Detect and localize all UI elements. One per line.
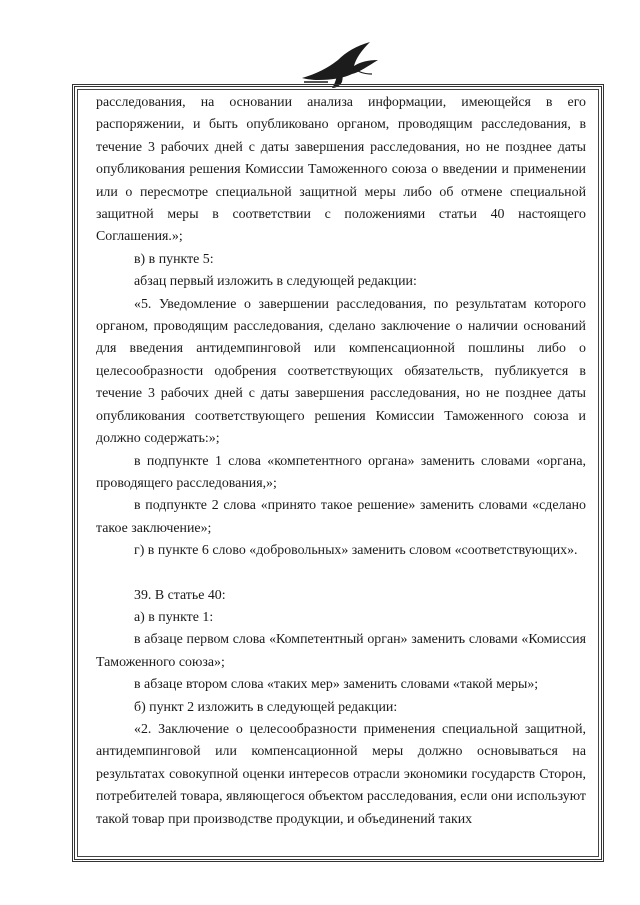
paragraph-p10: в абзаце первом слова «Компетентный орган» заменить словами «Комиссия Таможенного союза»;: [96, 632, 586, 670]
paragraph-p5: в подпункте 1 слова «компетентного органа» заменить словами «органа, проводящего расследования,»;: [96, 453, 586, 491]
paragraph-p7: г) в пункте 6 слово «добровольных» заменить словом «соответствующих».: [134, 543, 578, 559]
paragraph-p4: «5. Уведомление о завершении расследования, по результатам которого органом, проводящим расследования, сделано заключение о наличии оснований для введения антидемпинговой или компенсационной пошлины либо о целесообразности одобрения соответствующих обязательств, публикуется в течение 3 рабочих дней с даты завершения расследования, но не позднее даты опубликования соответствующего решения Комиссии Таможенного союза и должно содержать:»;: [96, 296, 586, 447]
paragraph-p8: 39. В статье 40:: [134, 587, 226, 603]
paragraph-p9: а) в пункте 1:: [134, 609, 214, 625]
paragraph-gap: [96, 563, 586, 585]
paragraph-p11: в абзаце втором слова «таких мер» заменить словами «такой меры»;: [134, 677, 539, 693]
paragraph-p2: в) в пункте 5:: [134, 251, 214, 267]
paragraph-p6: в подпункте 2 слова «принято такое решение» заменить словами «сделано такое заключение»;: [96, 498, 586, 536]
document-body: [96, 92, 586, 831]
paragraph-p1: расследования, на основании анализа информации, имеющейся в его распоряжении, и быть опубликовано органом, проводящим расследования, в течение 3 рабочих дней с даты завершения расследования, но не позднее даты опубликования решения Комиссии Таможенного союза о введении и применении или о пересмотре специальной защитной меры либо об отмене специальной защитной меры в соответствии с положениями статьи 40 настоящего Соглашения.»;: [96, 95, 586, 245]
paragraph-p13: «2. Заключение о целесообразности применения специальной защитной, антидемпинговой или компенсационной меры должно основываться на результатах совокупной оценки интересов отрасли экономики государств Сторон, потребителей товара, являющегося объектом расследования, если они используют такой товар при производстве продукции, и объединений таких: [96, 721, 586, 827]
paragraph-p12: б) пункт 2 изложить в следующей редакции:: [134, 699, 398, 715]
paragraph-p3: абзац первый изложить в следующей редакции:: [134, 274, 417, 290]
